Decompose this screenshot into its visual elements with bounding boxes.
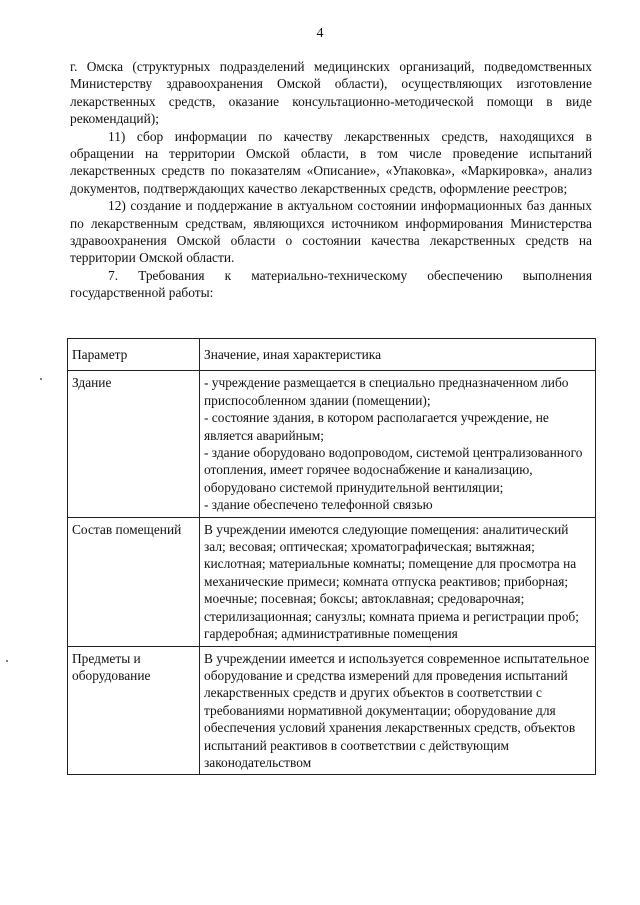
table-row: [68, 517, 596, 646]
paragraph-1: г. Омска (структурных подразделений медицинских организаций, подведомственных Министерству здравоохранения Омской области), осуществляющих изготовление лекарственных средств, оказание консультационно-методической помощи в виде рекомендаций);: [70, 59, 592, 127]
table-row: [68, 646, 596, 775]
row-value-building: [200, 371, 596, 517]
building-value-line: - состояние здания, в котором располагается учреждение, не является аварийным;: [204, 410, 549, 443]
table-header-param: Параметр: [68, 339, 200, 371]
document-body: [70, 58, 592, 302]
rooms-value-text: В учреждении имеются следующие помещения: аналитический зал; весовая; оптическая; хроматографическая; вытяжная; кислотная; материальные комнаты; помещение для просмотра на механические примеси; комната отпуска реактивов; приборная; моечные; посевная; боксы; автоклавная; средоварочная; стерилизационная; санузлы; комната приема и регистрации проб; гардеробная; административные помещения: [204, 521, 579, 642]
equipment-value-text: В учреждении имеется и используется современное испытательное оборудование и средства измерений для проведения испытаний лекарственных средств и других объектов в соответствии с требованиями нормативной документации; оборудование для обеспечения условий хранения лекарственных средств, объектов испытаний реактивов в соответствии с действующим законодательством: [204, 650, 590, 770]
table-header-row: [68, 339, 596, 371]
page-number: 4: [316, 26, 324, 41]
table-row: [68, 371, 596, 517]
scan-artifact: [40, 378, 42, 380]
row-value-rooms: [200, 517, 596, 646]
row-param-equipment: Предметы и оборудование: [68, 646, 200, 775]
building-value-line: - здание обеспечено телефонной связью: [204, 497, 433, 513]
paragraph-section-7: 7. Требования к материально-техническому обеспечению выполнения государственной работы:: [70, 267, 592, 301]
scan-artifact: [6, 660, 8, 662]
row-value-equipment: [200, 646, 596, 775]
paragraph-item-12: 12) создание и поддержание в актуальном состоянии информационных баз данных по лекарственным средствам, являющихся источником информирования Министерства здравоохранения Омской области о состоянии качества лекарственных средств на территории Омской области.: [70, 198, 592, 266]
row-param-rooms: Состав помещений: [68, 517, 200, 646]
paragraph-item-11: 11) сбор информации по качеству лекарственных средств, находящихся в обращении на территории Омской области, в том числе проведение испытаний лекарственных средств по показателям «Описание», «Упаковка», «Маркировка», анализ документов, подтверждающих качество лекарственных средств, оформление реестров;: [70, 128, 592, 196]
building-value-line: - учреждение размещается в специально предназначенном либо приспособленном здании (помещении);: [204, 375, 569, 408]
table-header-value: Значение, иная характеристика: [200, 339, 596, 371]
row-param-building: Здание: [68, 371, 200, 517]
requirements-table: [67, 338, 596, 775]
building-value-line: - здание оборудовано водопроводом, системой централизованного отопления, имеет горячее водоснабжение и канализацию, оборудовано системой принудительной вентиляции;: [204, 445, 583, 495]
